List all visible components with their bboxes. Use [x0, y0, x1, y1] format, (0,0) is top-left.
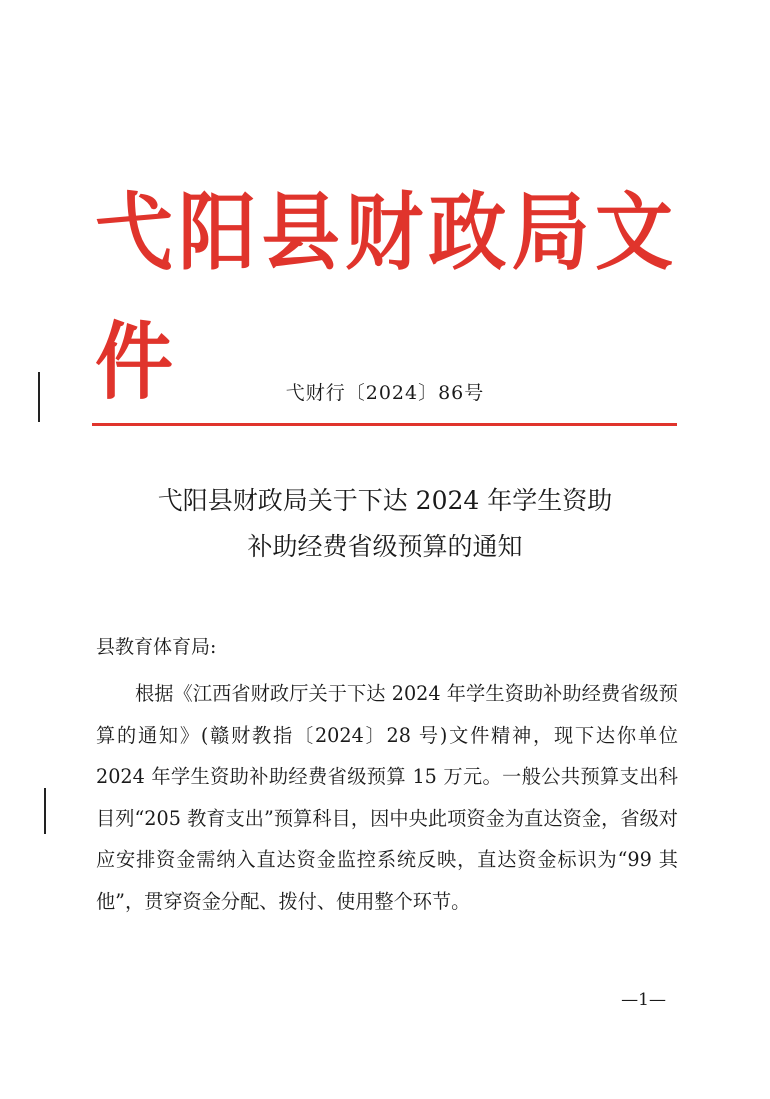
page-number: —1—	[621, 990, 666, 1010]
document-title	[0, 478, 770, 570]
title-line-1: 弋阳县财政局关于下达 2024 年学生资助	[157, 486, 613, 515]
document-number: 弋财行〔2024〕86号	[285, 382, 485, 404]
masthead-title: 弋阳县财政局文件	[95, 184, 675, 412]
red-divider-line	[92, 423, 677, 426]
recipient-line: 县教育体育局:	[96, 636, 217, 658]
body-paragraph: 根据《江西省财政厅关于下达 2024 年学生资助补助经费省级预算的通知》(赣财教指〔2024〕28 号)文件精神，现下达你单位 2024 年学生资助补助经费省级预算 15 万元。一般公共预算支出科目列“205 教育支出”预算科目，因中央此项资金为直达资金，省级对应安排资金需纳入直达资金监控系统反映，直达资金标识为“99 其他”，贯穿资金分配、拨付、使用整个环节。	[96, 682, 678, 913]
binding-mark-bottom	[44, 788, 46, 834]
title-line-2: 补助经费省级预算的通知	[247, 532, 523, 561]
